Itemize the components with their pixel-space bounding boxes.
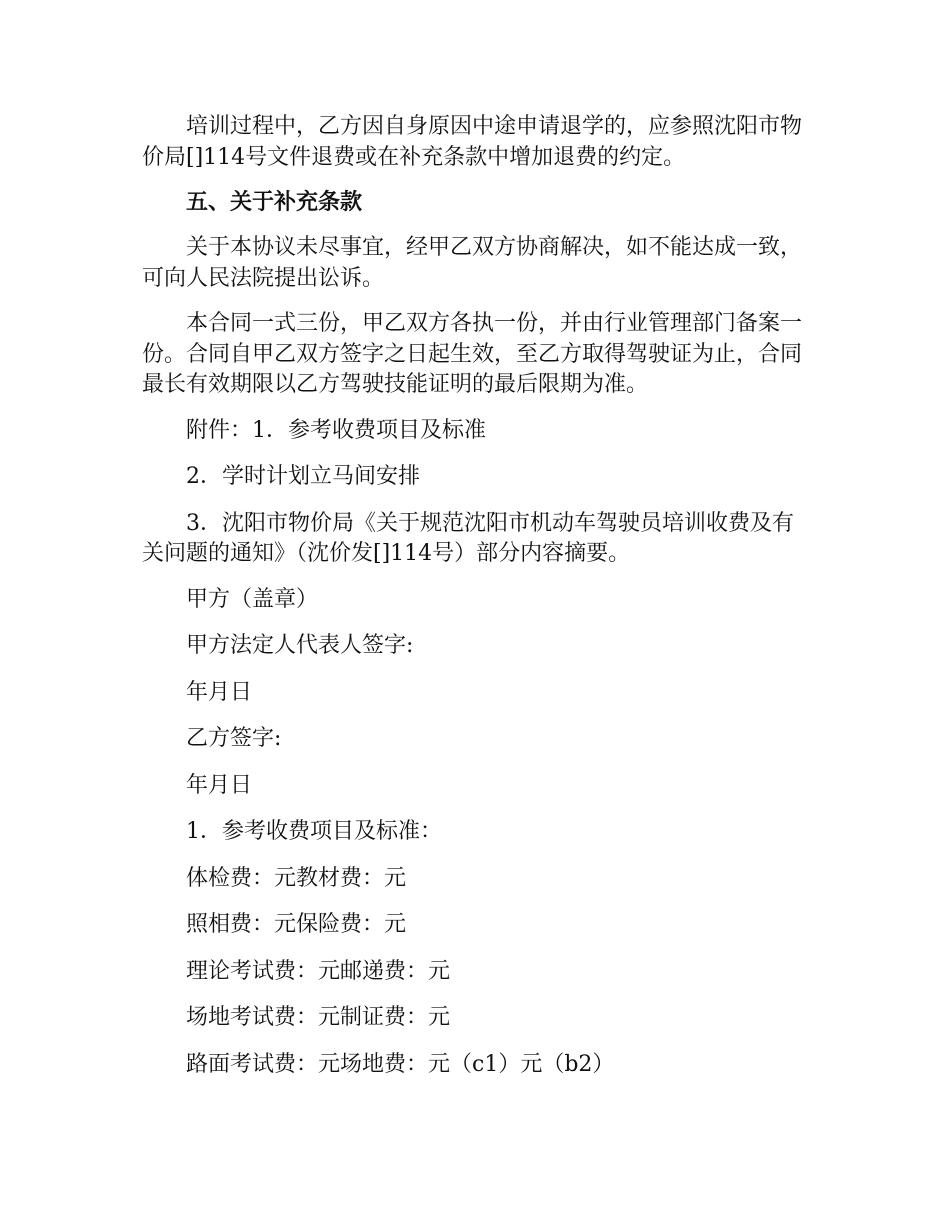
party-a-representative-signature: 甲方法定人代表人签字: — [186, 633, 414, 658]
paragraph-contract-copies: 本合同一式三份，甲乙双方各执一份，并由行业管理部门备案一份。合同自甲乙双方签字之日起生效，至乙方取得驾驶证为止，合同最长有效期限以乙方驾驶技能证明的最后限期为准。 — [142, 311, 803, 397]
attachment-item-2: 2．学时计划立马间安排 — [186, 464, 420, 489]
fee-line: 理论考试费：元邮递费：元 — [186, 958, 451, 984]
document-page — [142, 112, 810, 1096]
paragraph-unresolved-matters: 关于本协议未尽事宜，经甲乙双方协商解决，如不能达成一致，可向人民法院提出讼诉。 — [142, 235, 803, 291]
party-a-seal: 甲方（盖章） — [186, 586, 319, 612]
section-heading-supplementary-terms: 五、关于补充条款 — [186, 190, 363, 215]
paragraph-refund-terms: 培训过程中，乙方因自身原因中途申请退学的，应参照沈阳市物价局[]114号文件退费或在补充条款中增加退费的约定。 — [142, 114, 803, 170]
fee-line: 照相费：元保险费：元 — [186, 912, 407, 937]
fee-line: 路面考试费：元场地费：元（c1）元（b2） — [186, 1051, 615, 1077]
attachment-item-1: 附件：1．参考收费项目及标准 — [186, 417, 486, 443]
party-b-signature: 乙方签字: — [186, 726, 282, 751]
party-b-date: 年月日 — [186, 772, 253, 798]
attachment-item-3: 3．沈阳市物价局《关于规范沈阳市机动车驾驶员培训收费及有关问题的通知》（沈价发[]114号）部分内容摘要。 — [142, 510, 794, 566]
fee-line: 场地考试费：元制证费：元 — [186, 1005, 451, 1030]
party-a-date: 年月日 — [186, 679, 253, 705]
fee-list-title: 1．参考收费项目及标准： — [186, 819, 442, 844]
fee-line: 体检费：元教材费：元 — [186, 865, 407, 891]
